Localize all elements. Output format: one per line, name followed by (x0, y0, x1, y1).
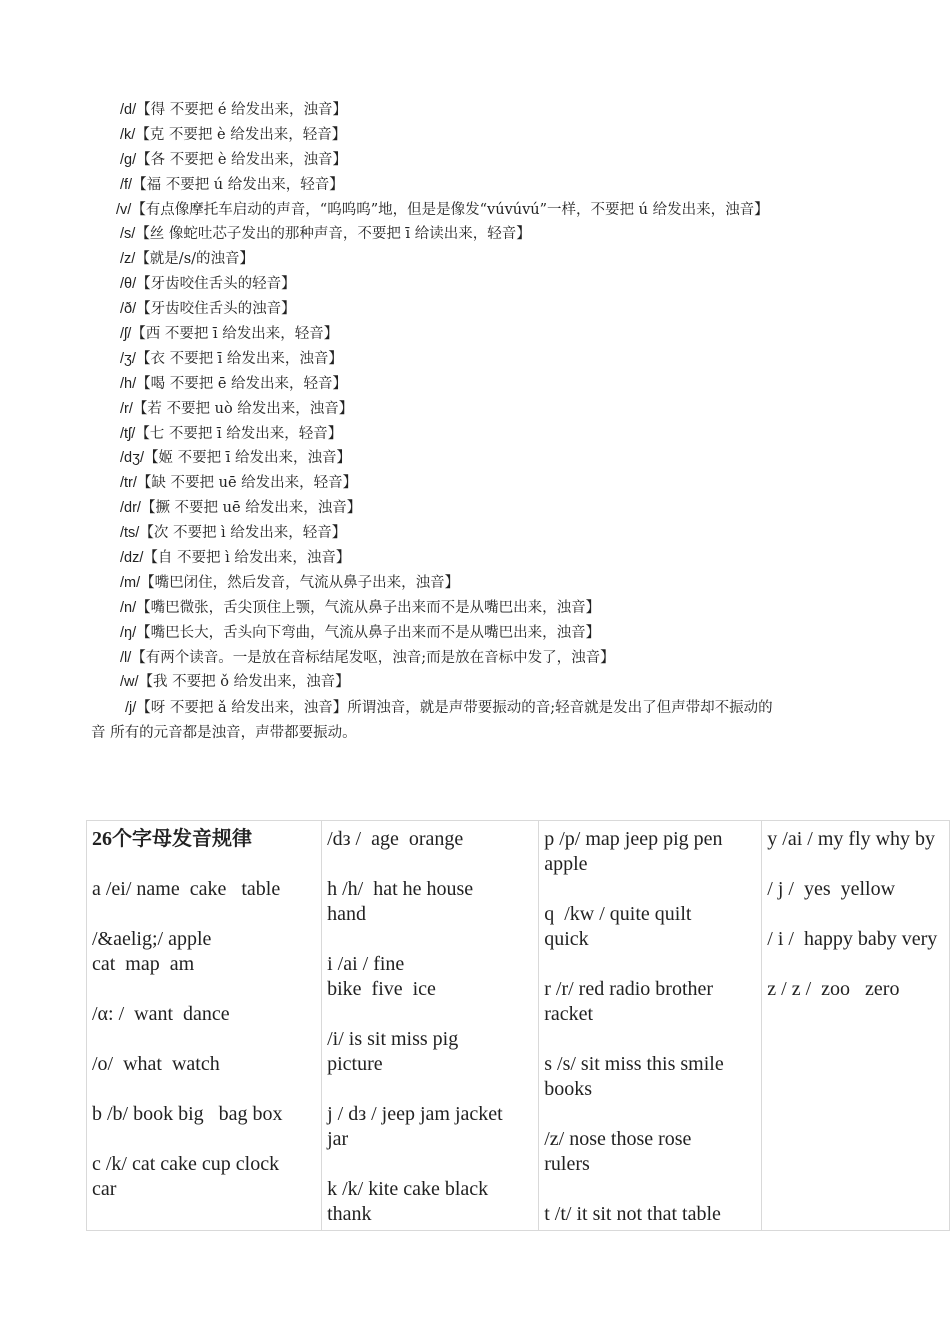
phoneme-symbol: /d/ (120, 102, 137, 118)
table-cell-entry: s /s/ sit miss this smile books (544, 1053, 724, 1100)
phoneme-symbol: /s/ (120, 226, 136, 243)
phoneme-description: 【七 不要把 ī 给发出来，轻音】 (135, 425, 343, 442)
phoneme-symbol: /k/ (120, 126, 136, 143)
table-cell-entry: r /r/ red radio brother racket (544, 978, 714, 1025)
phoneme-line (0, 571, 950, 596)
phoneme-symbol: /w/ (120, 674, 139, 691)
phoneme-description: 【嘴巴长大，舌头向下弯曲，气流从鼻子出来而不是从嘴巴出来，浊音】 (136, 624, 601, 641)
phoneme-symbol: /ts/ (120, 525, 140, 542)
table-title: 26个字母发音规律 (92, 828, 252, 850)
note-text-1: 【呀 不要把 ǎ 给发出来，浊音】所谓浊音，就是声带要振动的音;轻音就是发出了但声带却不振动的 (136, 700, 773, 716)
table-cell-entry: /α: / want dance (92, 1003, 230, 1025)
phoneme-line (0, 596, 950, 621)
table-col-1 (87, 821, 322, 1231)
table-col-4 (762, 821, 950, 1231)
phoneme-symbol: /n/ (120, 599, 137, 616)
phoneme-description: 【我 不要把 ǒ 给发出来，浊音】 (138, 674, 350, 691)
phoneme-line (0, 422, 950, 447)
table-cell-entry: /&aelig;/ apple cat map am (92, 928, 212, 975)
phoneme-description: 【缺 不要把 uē 给发出来，轻音】 (136, 475, 358, 492)
letter-rules-table (86, 820, 950, 1231)
phoneme-description: 【西 不要把 ī 给发出来，轻音】 (131, 326, 339, 343)
phoneme-description: 【喝 不要把 ē 给发出来，轻音】 (136, 375, 348, 392)
phoneme-symbol: /v/ (116, 201, 132, 218)
phoneme-symbol: /dz/ (120, 550, 144, 567)
phoneme-line (0, 471, 950, 496)
phoneme-line (0, 621, 950, 646)
phoneme-symbol: /dʒ/ (120, 450, 145, 467)
phoneme-description: 【各 不要把 è 给发出来，浊音】 (136, 151, 348, 168)
table-cell-entry: /i/ is sit miss pig picture (327, 1028, 459, 1075)
table-cell-entry: j / dз / jeep jam jacket jar (327, 1103, 503, 1150)
table-row (87, 821, 950, 1231)
phoneme-description: 【撅 不要把 uē 给发出来，浊音】 (140, 500, 362, 517)
phoneme-line (0, 173, 950, 198)
phoneme-line (0, 646, 950, 671)
table-cell-entry: /dз / age orange (327, 828, 464, 850)
phoneme-description: 【牙齿咬住舌头的浊音】 (136, 301, 296, 318)
phoneme-symbol: /ʃ/ (120, 326, 132, 343)
phoneme-description: 【丝 像蛇吐芯子发出的那种声音，不要把 ī 给读出来，轻音】 (135, 226, 531, 243)
phoneme-symbol: /tr/ (120, 475, 137, 492)
phoneme-line (0, 322, 950, 347)
phoneme-line (0, 347, 950, 372)
phoneme-line (0, 148, 950, 173)
phoneme-symbol: /m/ (120, 574, 141, 591)
phoneme-list (0, 98, 950, 695)
phoneme-symbol: /f/ (120, 176, 133, 193)
phoneme-description: 【嘴巴闭住，然后发音，气流从鼻子出来，浊音】 (140, 574, 460, 591)
table-cell-entry: c /k/ cat cake cup clock car (92, 1153, 280, 1200)
phoneme-symbol: /l/ (120, 649, 132, 666)
table-col-2 (322, 821, 539, 1231)
phoneme-description: 【自 不要把 ì 给发出来，浊音】 (143, 550, 351, 567)
phoneme-line (0, 222, 950, 247)
table-cell-entry: /z/ nose those rose rulers (544, 1128, 692, 1175)
table-cell-entry: t /t/ it sit not that table (544, 1203, 721, 1225)
phoneme-line (0, 521, 950, 546)
phoneme-symbol: /ŋ/ (120, 624, 137, 641)
phoneme-symbol: /tʃ/ (120, 425, 136, 442)
phoneme-line (0, 446, 950, 471)
table-cell-entry: k /k/ kite cake black thank (327, 1178, 489, 1225)
table-cell-entry: a /ei/ name cake table (92, 878, 281, 900)
phoneme-description: 【有点像摩托车启动的声音，“呜呜呜”地，但是是像发“vúvúvú”一样，不要把 ú 给发出来，浊音】 (131, 201, 769, 218)
phoneme-symbol: /g/ (120, 151, 137, 168)
table-cell-entry: q /kw / quite quilt quick (544, 903, 692, 950)
phoneme-line (0, 397, 950, 422)
table-cell-entry: /o/ what watch (92, 1053, 220, 1075)
phoneme-symbol: /θ/ (120, 276, 137, 293)
phoneme-description: 【福 不要把 ú 给发出来，轻音】 (132, 176, 344, 193)
phoneme-line (0, 123, 950, 148)
phoneme-description: 【克 不要把 è 给发出来，轻音】 (135, 126, 347, 143)
phoneme-line (0, 272, 950, 297)
table-cell-entry: z / z / zoo zero (767, 978, 900, 1000)
phoneme-description: 【若 不要把 uò 给发出来，浊音】 (132, 400, 354, 417)
table-cell-entry: i /ai / fine bike five ice (327, 953, 436, 1000)
table-cell-entry: / j / yes yellow (767, 878, 896, 900)
table-col-3 (539, 821, 762, 1231)
table-cell-entry: y /ai / my fly why by (767, 828, 936, 850)
phoneme-description: 【有两个读音。一是放在音标结尾发呕，浊音;而是放在音标中发了，浊音】 (131, 649, 615, 666)
phoneme-line (0, 670, 950, 695)
phoneme-symbol: /h/ (120, 375, 137, 392)
phoneme-line (0, 546, 950, 571)
note-text-2: 音 所有的元音都是浊音，声带都要振动。 (91, 725, 357, 741)
note-symbol: /j/ (125, 700, 137, 716)
phoneme-description: 【次 不要把 ì 给发出来，轻音】 (139, 525, 347, 542)
phoneme-line (0, 198, 950, 223)
phoneme-symbol: /ʒ/ (120, 350, 136, 367)
note-line-1 (0, 696, 950, 721)
phoneme-symbol: /r/ (120, 400, 133, 417)
table-cell-entry: h /h/ hat he house hand (327, 878, 474, 925)
phoneme-symbol: /ð/ (120, 301, 137, 318)
phoneme-description: 【得 不要把 é 给发出来，浊音】 (136, 102, 348, 118)
phoneme-symbol: /z/ (120, 251, 136, 268)
table-cell-entry: p /p/ map jeep pig pen apple (544, 828, 723, 875)
phoneme-line (0, 98, 950, 123)
note-line-2 (0, 721, 950, 746)
phoneme-line (0, 496, 950, 521)
phoneme-line (0, 372, 950, 397)
phoneme-description: 【衣 不要把 ī 给发出来，浊音】 (135, 350, 343, 367)
phoneme-description: 【就是/s/的浊音】 (135, 251, 255, 268)
phoneme-line (0, 247, 950, 272)
phoneme-line (0, 297, 950, 322)
phoneme-description: 【嘴巴微张，舌尖顶住上颚，气流从鼻子出来而不是从嘴巴出来，浊音】 (136, 599, 601, 616)
table-cell-entry: / i / happy baby very (767, 928, 938, 950)
phoneme-description: 【牙齿咬住舌头的轻音】 (136, 276, 296, 293)
table-cell-entry: b /b/ book big bag box (92, 1103, 283, 1125)
phoneme-description: 【姬 不要把 ī 给发出来，浊音】 (144, 450, 351, 467)
phoneme-symbol: /dr/ (120, 500, 141, 517)
